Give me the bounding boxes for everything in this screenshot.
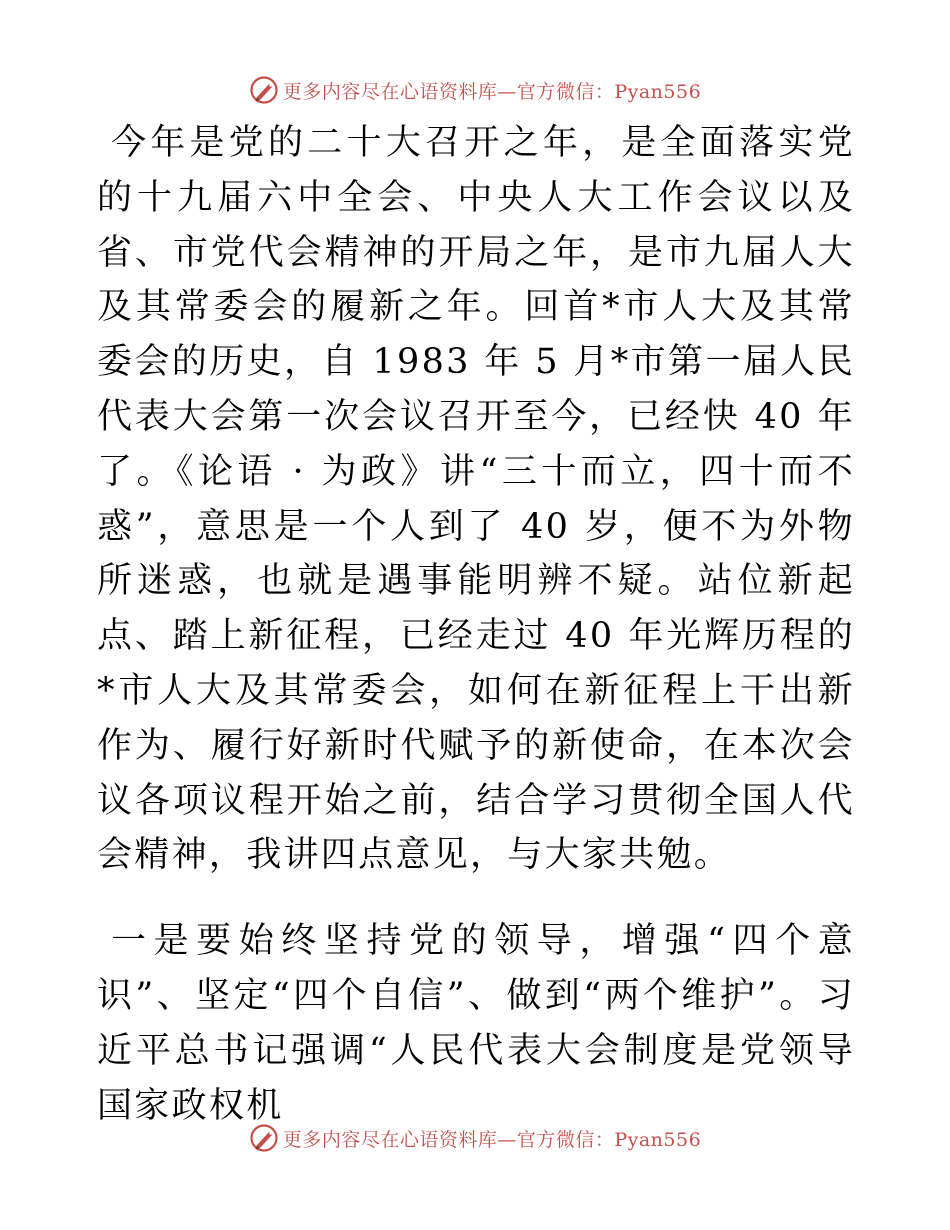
page-footer: [0, 1118, 950, 1158]
pen-logo-icon: [249, 1123, 279, 1153]
footer-watermark-text: 更多内容尽在心语资料库—官方微信：Pyan556: [282, 1128, 702, 1151]
pen-logo-icon: [249, 75, 279, 105]
header-watermark: [249, 75, 701, 105]
header-watermark-text: 更多内容尽在心语资料库—官方微信：Pyan556: [282, 80, 702, 103]
paragraph-2: 一是要始终坚持党的领导，增强“四个意识”、坚定“四个自信”、做到“两个维护”。习近平总书记强调“人民代表大会制度是党领导国家政权机: [97, 921, 855, 1126]
page-header: [0, 70, 950, 110]
paragraph-1: 今年是党的二十大召开之年，是全面落实党的十九届六中全会、中央人大工作会议以及省、市党代会精神的开局之年，是市九届人大及其常委会的履新之年。回首*市人大及其常委会的历史，自 1983 年 5 月*市第一届人民代表大会第一次会议召开至今，已经快 40 年了。《论语 · 为政》讲“三十而立，四十而不惑”，意思是一个人到了 40 岁，便不为外物所迷惑，也就是遇事能明辨不疑。站位新起点、踏上新征程，已经走过 40 年光辉历程的*市人大及其常委会，如何在新征程上干出新作为、履行好新时代赋予的新使命，在本次会议各项议程开始之前，结合学习贯彻全国人代会精神，我讲四点意见，与大家共勉。: [97, 123, 855, 876]
footer-watermark: [249, 1123, 701, 1153]
document-body: [97, 116, 855, 1133]
